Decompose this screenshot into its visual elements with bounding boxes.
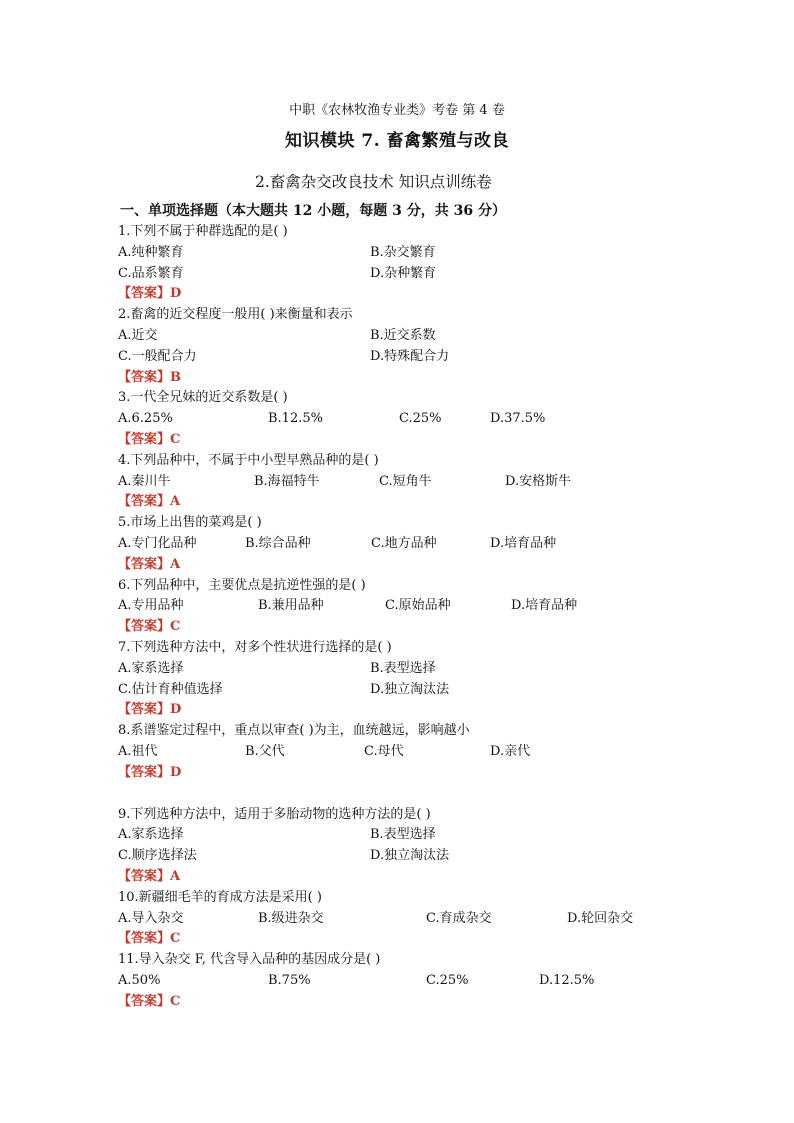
answer-label: 【答案】D <box>118 764 182 780</box>
option-row <box>118 264 678 285</box>
question-text: 1.下列不属于种群选配的是( ) <box>118 224 288 239</box>
option-d: D.独立淘汰法 <box>370 681 450 697</box>
answer-label: 【答案】A <box>118 556 181 572</box>
option-b: B.表型选择 <box>370 660 436 676</box>
option-row <box>118 347 678 368</box>
option-d: D.37.5% <box>490 411 546 427</box>
option-b: B.杂交繁育 <box>370 244 436 260</box>
option-c: C.25% <box>399 411 442 427</box>
option-row <box>118 659 678 680</box>
option-row <box>118 742 678 763</box>
option-c: C.母代 <box>364 743 404 759</box>
option-a: A.6.25% <box>118 411 173 427</box>
module-title: 知识模块 7. 畜禽繁殖与改良 <box>284 131 510 151</box>
option-row <box>118 596 678 617</box>
sub-title: 2.畜禽杂交改良技术 知识点训练卷 <box>255 173 492 191</box>
option-a: A.家系选择 <box>118 660 184 676</box>
question-text: 8.系谱鉴定过程中，重点以审查( )为主，血统越远，影响越小 <box>118 723 470 739</box>
option-c: C.地方品种 <box>371 535 437 551</box>
option-a: A.纯种繁育 <box>118 244 184 260</box>
option-d: D.轮回杂交 <box>567 910 634 926</box>
option-d: D.杂种繁育 <box>370 265 437 281</box>
option-row <box>118 971 678 992</box>
option-row <box>118 326 678 347</box>
option-row <box>118 243 678 264</box>
option-d: D.安格斯牛 <box>505 473 572 489</box>
question-text: 6.下列品种中，主要优点是抗逆性强的是( ) <box>118 577 366 593</box>
option-c: C.原始品种 <box>385 598 451 614</box>
option-a: A.导入杂交 <box>118 910 184 926</box>
option-d: D.特殊配合力 <box>370 348 450 364</box>
option-b: B.兼用品种 <box>258 598 324 614</box>
option-a: A.秦川牛 <box>118 473 171 489</box>
exam-line: 中职《农林牧渔专业类》考卷 第 4 卷 <box>289 103 505 118</box>
option-a: A.专用品种 <box>118 598 184 614</box>
option-a: A.近交 <box>118 327 158 343</box>
option-row <box>118 409 678 430</box>
answer-label: 【答案】C <box>118 931 181 947</box>
option-row <box>118 846 678 867</box>
answer-label: 【答案】C <box>118 431 181 447</box>
option-c: C.顺序选择法 <box>118 848 197 864</box>
answer-label: 【答案】A <box>118 494 181 510</box>
question-list <box>118 222 678 1012</box>
option-b: B.12.5% <box>268 411 323 427</box>
option-d: D.培育品种 <box>511 598 578 614</box>
question-text: 4.下列品种中，不属于中小型早熟品种的是( ) <box>118 452 379 468</box>
question-text: 3.一代全兄妹的近交系数是( ) <box>118 390 288 406</box>
option-a: A.50% <box>118 972 161 988</box>
option-b: B.近交系数 <box>370 327 436 343</box>
option-row <box>118 472 678 493</box>
option-c: C.一般配合力 <box>118 348 197 364</box>
section-title: 一、单项选择题（本大题共 12 小题，每题 3 分，共 36 分） <box>120 203 506 219</box>
option-a: A.专门化品种 <box>118 535 197 551</box>
answer-label: 【答案】D <box>118 702 182 718</box>
option-b: B.综合品种 <box>245 535 311 551</box>
question-text: 10.新疆细毛羊的育成方法是采用( ) <box>118 889 322 905</box>
question-text: 2.畜禽的近交程度一般用( )来衡量和表示 <box>118 307 353 323</box>
option-b: B.75% <box>268 972 311 988</box>
option-b: B.海福特牛 <box>254 473 320 489</box>
option-d: D.12.5% <box>539 972 595 988</box>
option-row <box>118 909 678 930</box>
blank-line <box>118 784 678 805</box>
option-c: C.品系繁育 <box>118 265 184 281</box>
option-c: C.估计育种值选择 <box>118 681 223 697</box>
answer-label: 【答案】C <box>118 993 181 1009</box>
option-c: C.育成杂交 <box>426 910 492 926</box>
question-text: 9.下列选种方法中，适用于多胎动物的选种方法的是( ) <box>118 806 431 822</box>
answer-label: 【答案】C <box>118 619 181 635</box>
option-row <box>118 534 678 555</box>
answer-label: 【答案】D <box>118 286 182 302</box>
option-c: C.25% <box>426 972 469 988</box>
option-b: B.级进杂交 <box>258 910 324 926</box>
answer-label: 【答案】A <box>118 868 181 884</box>
answer-label: 【答案】B <box>118 369 181 385</box>
question-text: 5.市场上出售的菜鸡是( ) <box>118 515 262 531</box>
option-d: D.亲代 <box>490 743 531 759</box>
option-b: B.表型选择 <box>370 827 436 843</box>
option-a: A.祖代 <box>118 743 158 759</box>
option-d: D.独立淘汰法 <box>370 848 450 864</box>
question-text: 7.下列选种方法中，对多个性状进行选择的是( ) <box>118 639 392 655</box>
option-row <box>118 825 678 846</box>
option-c: C.短角牛 <box>379 473 432 489</box>
option-a: A.家系选择 <box>118 827 184 843</box>
option-d: D.培育品种 <box>490 535 557 551</box>
option-row <box>118 680 678 701</box>
question-text: 11.导入杂交 F, 代含导入品种的基因成分是( ) <box>118 952 381 968</box>
option-b: B.父代 <box>245 743 285 759</box>
